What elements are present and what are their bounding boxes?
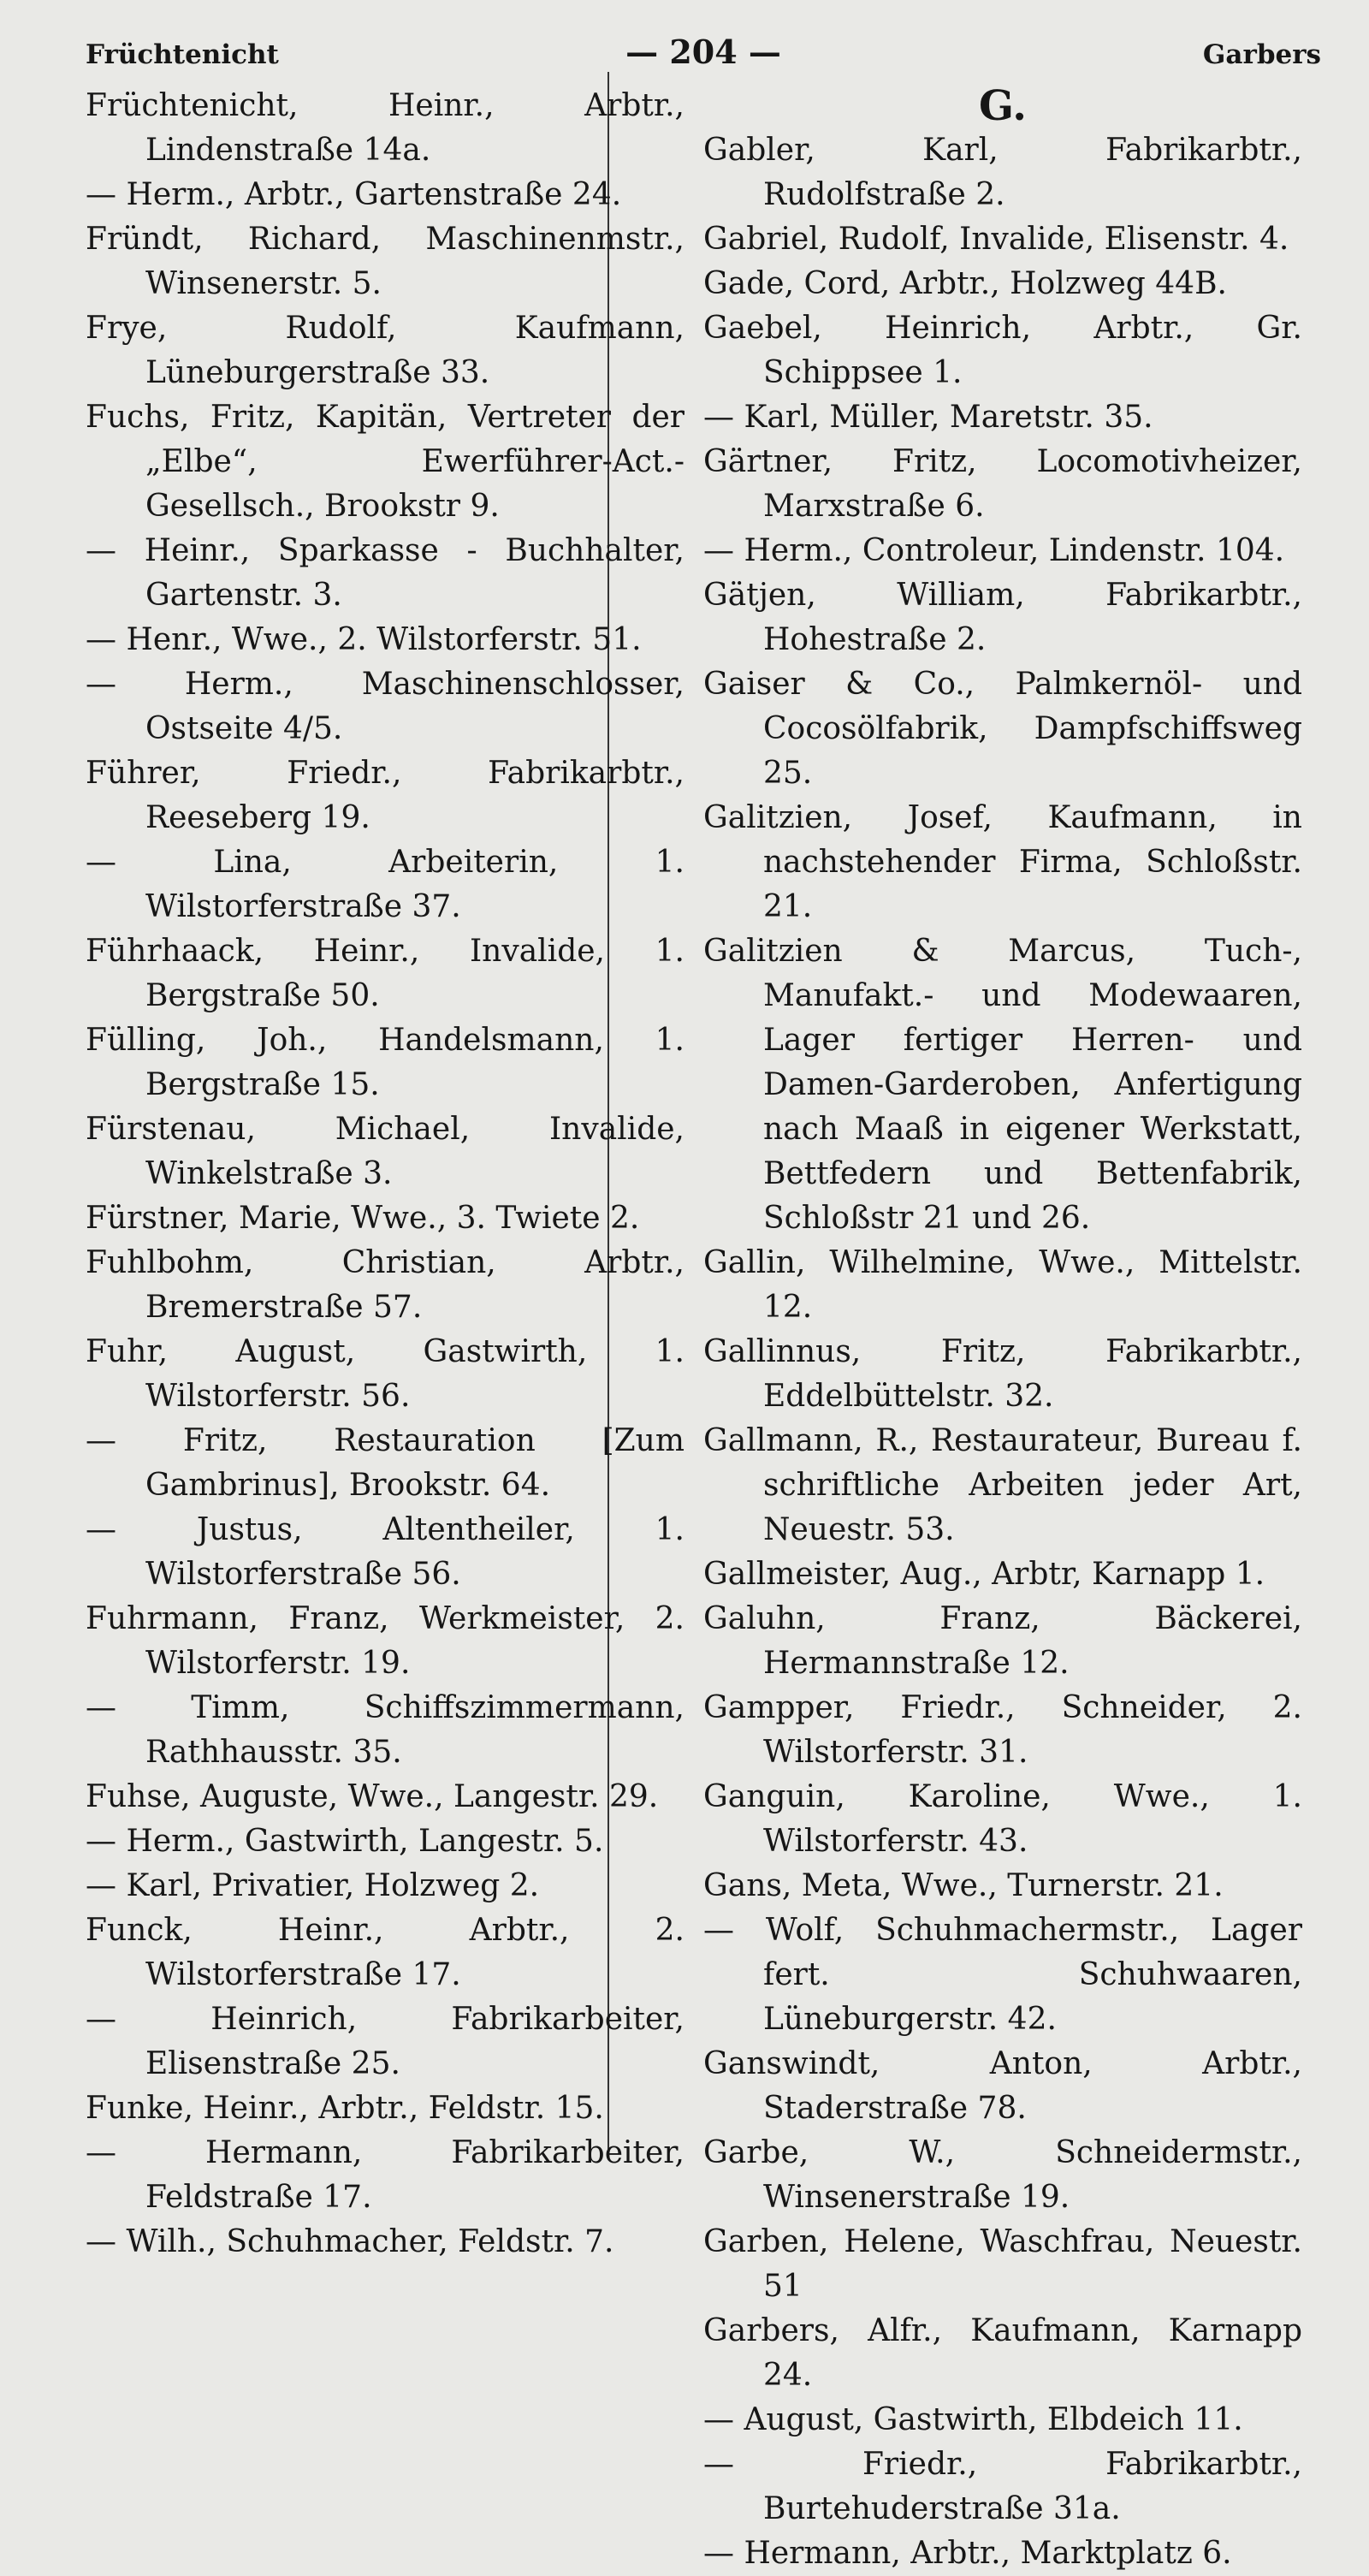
entry: Gaebel, Heinrich, Arbtr., Gr. Schippsee 1.: [703, 311, 1302, 390]
entry: — Karl, Müller, Maretstr. 35.: [703, 400, 1153, 435]
running-head-right: Garbers: [1202, 39, 1321, 70]
entry: — Heinr., Sparkasse - Buchhalter, Gartenstr. 3.: [86, 533, 684, 613]
entry: — Herm., Maschinenschlosser, Ostseite 4/5.: [86, 667, 684, 746]
entry: — Fritz, Restauration [Zum Gambrinus], Brookstr. 64.: [86, 1423, 684, 1503]
entry: — Wolf, Schuhmachermstr., Lager fert. Schuhwaaren, Lüneburgerstr. 42.: [703, 1913, 1302, 2037]
entry: Galuhn, Franz, Bäckerei, Hermannstraße 12.: [703, 1601, 1302, 1681]
entry: Fürstner, Marie, Wwe., 3. Twiete 2.: [86, 1201, 640, 1236]
entry: Gabriel, Rudolf, Invalide, Elisenstr. 4.: [703, 222, 1289, 257]
right-column: [703, 84, 1302, 2576]
entry: Fuhr, August, Gastwirth, 1. Wilstorferstr. 56.: [86, 1334, 684, 1414]
entry: Gabler, Karl, Fabrikarbtr., Rudolfstraße 2.: [703, 133, 1302, 212]
entry: Ganswindt, Anton, Arbtr., Staderstraße 78.: [703, 2046, 1302, 2126]
columns: [86, 84, 1321, 2576]
entry: Führer, Friedr., Fabrikarbtr., Reeseberg 19.: [86, 756, 684, 835]
entry: Garbers, Alfr., Kaufmann, Karnapp 24.: [703, 2313, 1302, 2393]
entry: — Heinrich, Fabrikarbeiter, Elisenstraße 25.: [86, 2002, 684, 2081]
entry: — August, Gastwirth, Elbdeich 11.: [703, 2402, 1243, 2437]
entry: — Herm., Arbtr., Gartenstraße 24.: [86, 177, 622, 212]
entry: Fuhrmann, Franz, Werkmeister, 2. Wilstorferstr. 19.: [86, 1601, 684, 1681]
section-letter: G.: [979, 82, 1027, 130]
entry: — Wilh., Schuhmacher, Feldstr. 7.: [86, 2224, 614, 2259]
entry: Gallmeister, Aug., Arbtr, Karnapp 1.: [703, 1557, 1265, 1592]
entry: Gans, Meta, Wwe., Turnerstr. 21.: [703, 1868, 1224, 1903]
entry: — Justus, Altentheiler, 1. Wilstorferstraße 56.: [86, 1512, 684, 1592]
entry: Gampper, Friedr., Schneider, 2. Wilstorferstr. 31.: [703, 1690, 1302, 1770]
entry: Garben, Helene, Waschfrau, Neuestr. 51: [703, 2224, 1302, 2304]
entry: Fuchs, Fritz, Kapitän, Vertreter der „Elbe“, Ewerführer-Act.-Gesellsch., Brookstr 9.: [86, 400, 684, 524]
page-header: [86, 33, 1321, 84]
entry: — Hermann, Fabrikarbeiter, Feldstraße 17.: [86, 2135, 684, 2215]
entry: — Herm., Gastwirth, Langestr. 5.: [86, 1824, 604, 1859]
entry: Funck, Heinr., Arbtr., 2. Wilstorferstraße 17.: [86, 1913, 684, 1992]
entry: Führhaack, Heinr., Invalide, 1. Bergstraße 50.: [86, 934, 684, 1013]
page-number: — 204 —: [625, 33, 781, 71]
entry: — Karl, Privatier, Holzweg 2.: [86, 1868, 540, 1903]
entry: — Hermann, Arbtr., Marktplatz 6.: [703, 2536, 1232, 2571]
entry: Gätjen, William, Fabrikarbtr., Hohestraße 2.: [703, 578, 1302, 657]
entry: Gallmann, R., Restaurateur, Bureau f. schriftliche Arbeiten jeder Art, Neuestr. 53.: [703, 1423, 1302, 1547]
entry: Fuhlbohm, Christian, Arbtr., Bremerstraße 57.: [86, 1245, 684, 1325]
entry: — Lina, Arbeiterin, 1. Wilstorferstraße 37.: [86, 845, 684, 924]
entry: Fürstenau, Michael, Invalide, Winkelstraße 3.: [86, 1112, 684, 1191]
entry: Fründt, Richard, Maschinenmstr., Winsenerstr. 5.: [86, 222, 684, 301]
entry: Gade, Cord, Arbtr., Holzweg 44B.: [703, 266, 1227, 301]
entry: Gärtner, Fritz, Locomotivheizer, Marxstraße 6.: [703, 444, 1302, 524]
entry: Galitzien, Josef, Kaufmann, in nachstehender Firma, Schloßstr. 21.: [703, 800, 1302, 924]
entry: — Timm, Schiffszimmermann, Rathhausstr. 35.: [86, 1690, 684, 1770]
entry: Gaiser & Co., Palmkernöl- und Cocosölfabrik, Dampfschiffsweg 25.: [703, 667, 1302, 791]
entry: Fülling, Joh., Handelsmann, 1. Bergstraße 15.: [86, 1023, 684, 1102]
entry: Funke, Heinr., Arbtr., Feldstr. 15.: [86, 2091, 604, 2126]
entry: Fuhse, Auguste, Wwe., Langestr. 29.: [86, 1779, 659, 1814]
entry: Garbe, W., Schneidermstr., Winsenerstraße 19.: [703, 2135, 1302, 2215]
entry: Gallinnus, Fritz, Fabrikarbtr., Eddelbüttelstr. 32.: [703, 1334, 1302, 1414]
entry: Frye, Rudolf, Kaufmann, Lüneburgerstraße 33.: [86, 311, 684, 390]
entry: — Friedr., Fabrikarbtr., Burtehuderstraße 31a.: [703, 2447, 1302, 2526]
running-head-left: Früchtenicht: [86, 39, 279, 70]
entry: Ganguin, Karoline, Wwe., 1. Wilstorferstr. 43.: [703, 1779, 1302, 1859]
left-column: [86, 84, 684, 2576]
entry: — Herm., Controleur, Lindenstr. 104.: [703, 533, 1285, 568]
entry: Gallin, Wilhelmine, Wwe., Mittelstr. 12.: [703, 1245, 1302, 1325]
entry: — Henr., Wwe., 2. Wilstorferstr. 51.: [86, 622, 642, 657]
entry: Galitzien & Marcus, Tuch-, Manufakt.- und Modewaaren, Lager fertiger Herren- und Damen-Garderoben, Anfertigung nach Maaß in eigener Werkstatt, Bettfedern und Bettenfabrik, Schloßstr 21 und 26.: [703, 934, 1302, 1236]
entry: Früchtenicht, Heinr., Arbtr., Lindenstraße 14a.: [86, 88, 684, 168]
